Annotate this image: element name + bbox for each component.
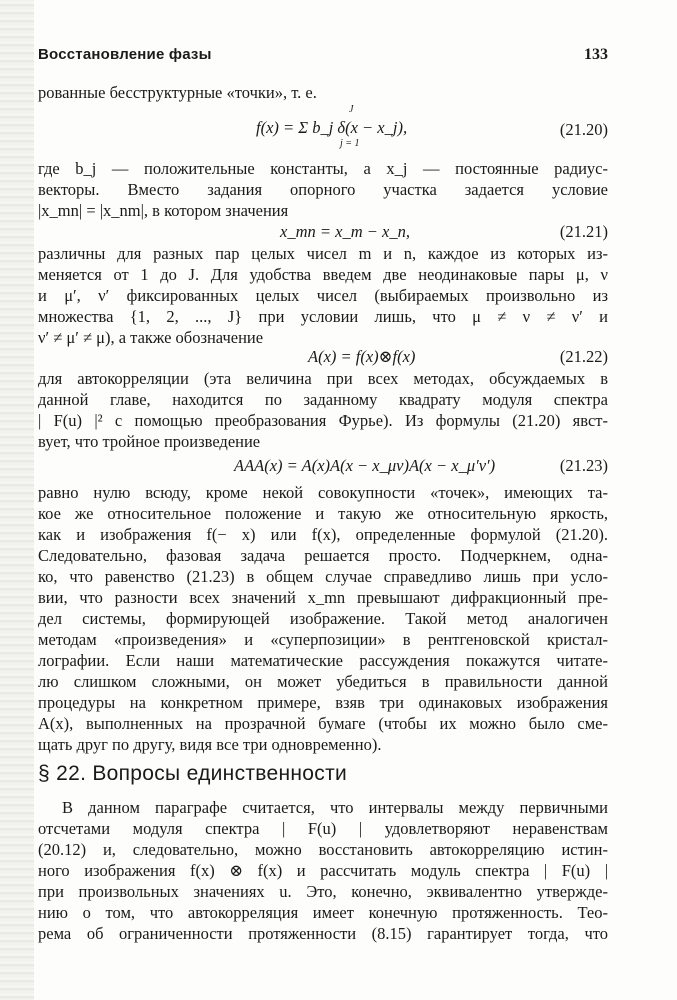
text-line: щать друг по другу, видя все три одновременно).: [38, 735, 382, 754]
equation-formula: f(x) = Σ b_j δ(x − x_j),: [256, 118, 408, 137]
text-line: ко, что равенство (21.23) в общем случае справедливо лишь при усло-: [38, 567, 608, 586]
text-line: Следовательно, фазовая задача решается просто. Подчеркнем, одна-: [38, 546, 608, 565]
equation-21-23: [38, 456, 608, 480]
text-line: данной главе, находится по заданному квадрату модуля спектра: [38, 390, 608, 409]
text-line: как и изображения f(− x) или f(x), определенные формулой (21.20).: [38, 525, 608, 544]
equation-number: (21.21): [559, 222, 608, 241]
sum-upper-limit: J: [349, 104, 354, 115]
text-line: ν′ ≠ μ′ ≠ μ), а также обозначение: [38, 328, 264, 347]
text-line: вии, что разности всех значений x_mn превышают дифракционный пре-: [38, 588, 608, 607]
equation-formula: x_mn = x_m − x_n,: [280, 222, 410, 241]
text-line: равно нулю всюду, кроме некой совокупности «точек», имеющих та-: [38, 483, 608, 502]
text-line: где b_j — положительные константы, а x_j — постоянные радиус-: [38, 159, 608, 178]
text-line: (20.12) и, следовательно, можно восстановить автокорреляцию истин-: [38, 840, 608, 859]
equation-formula: AAA(x) = A(x)A(x − x_μν)A(x − x_μ′ν′): [234, 456, 496, 475]
text-line: вует, что тройное произведение: [38, 432, 261, 451]
text-line: меняется от 1 до J. Для удобства введем две неодинаковые пары μ, ν: [38, 265, 608, 284]
text-line: В данном параграфе считается, что интервалы между первичными: [62, 798, 608, 817]
text-line: рованные бесструктурные «точки», т. е.: [38, 83, 317, 102]
text-line: векторы. Вместо задания опорного участка задается условие: [38, 180, 608, 199]
text-line: методам «произведения» и «суперпозиции» в рентгеновской кристал-: [38, 630, 608, 649]
sum-lower-limit: j = 1: [340, 138, 360, 149]
scan-gutter-shadow: [0, 0, 34, 1000]
equation-number: (21.23): [559, 456, 608, 475]
section-heading: § 22. Вопросы единственности: [38, 762, 348, 785]
text-line: |x_mn| = |x_nm|, в котором значения: [38, 201, 289, 220]
text-line: лю слишком сложными, он может убедиться в правильности данной: [38, 672, 608, 691]
equation-21-20: [38, 104, 608, 152]
equation-number: (21.20): [559, 120, 608, 139]
equation-formula: A(x) = f(x)⊗f(x): [308, 347, 416, 366]
text-line: при произвольных значениях u. Это, конечно, эквивалентно утвержде-: [38, 882, 608, 901]
text-line: дел системы, формирующей изображение. Такой метод аналогичен: [38, 609, 608, 628]
text-line: ного изображения f(x) ⊗ f(x) и рассчитать модуль спектра | F(u) |: [38, 861, 608, 880]
text-line: множества {1, 2, ..., J} при условии лишь, что μ ≠ ν ≠ ν′ и: [38, 307, 608, 326]
text-line: отсчетами модуля спектра | F(u) | удовлетворяют неравенствам: [38, 819, 608, 838]
running-head: [38, 46, 608, 66]
text-line: кое же относительное положение и такую же относительную яркость,: [38, 504, 608, 523]
text-line: рема об ограниченности протяженности (8.15) гарантирует тогда, что: [38, 924, 608, 943]
text-line: для автокорреляции (эта величина при всех методах, обсуждаемых в: [38, 369, 608, 388]
text-line: A(x), выполненных на прозрачной бумаге (чтобы их можно было сме-: [38, 714, 608, 733]
equation-number: (21.22): [559, 347, 608, 366]
text-line: процедуры на конкретном примере, взяв три одинаковых изображения: [38, 693, 608, 712]
text-line: различны для разных пар целых чисел m и n, каждое из которых из-: [38, 244, 608, 263]
text-line: лографии. Если наши математические рассуждения покажутся читате-: [38, 651, 608, 670]
page-number: 133: [584, 46, 608, 63]
text-line: и μ′, ν′ фиксированных целых чисел (выбираемых произвольно из: [38, 286, 608, 305]
text-line: | F(u) |² с помощью преобразования Фурье). Из формулы (21.20) явст-: [38, 411, 608, 430]
text-line: нию о том, что автокорреляция имеет конечную протяженность. Тео-: [38, 903, 608, 922]
chapter-title: Восстановление фазы: [38, 46, 212, 63]
